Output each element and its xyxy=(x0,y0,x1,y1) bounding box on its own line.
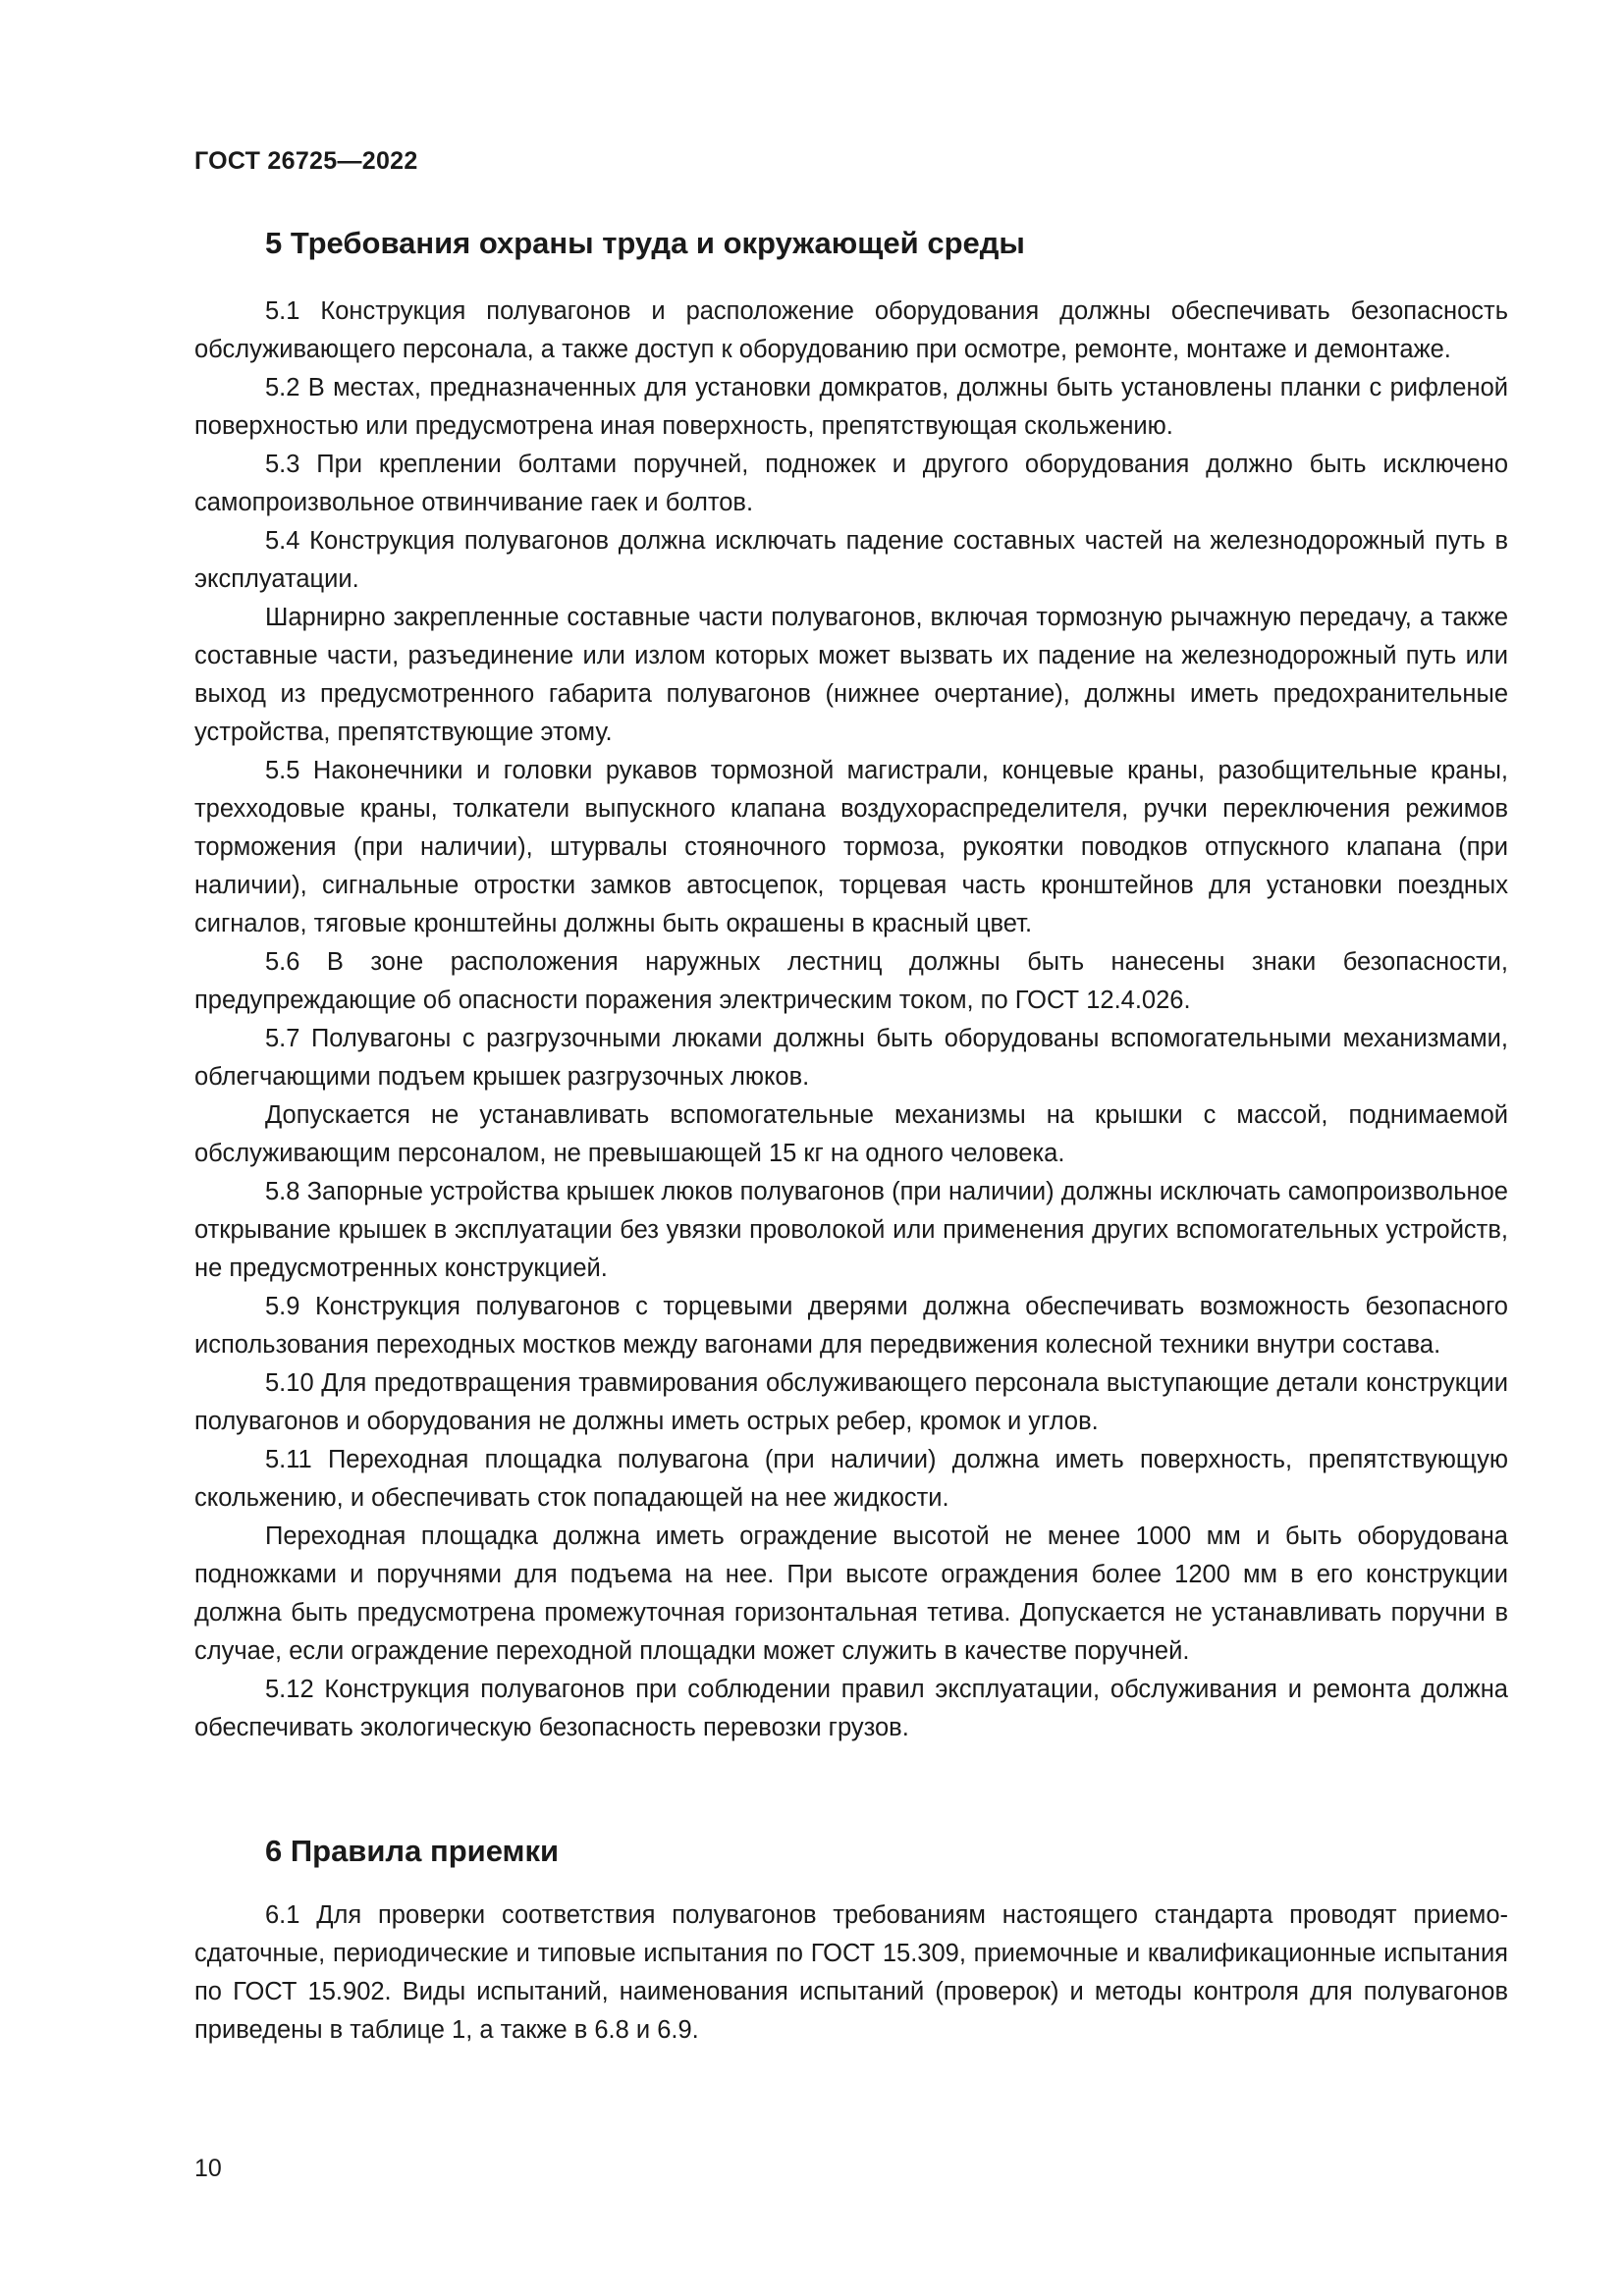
paragraph-5-7-continued: Допускается не устанавливать вспомогательные механизмы на крышки с массой, поднимаемой обслуживающим персоналом, не превышающей 15 кг на одного человека. xyxy=(194,1101,1508,1167)
paragraph-5-3: 5.3 При креплении болтами поручней, подножек и другого оборудования должно быть исключено самопроизвольное отвинчивание гаек и болтов. xyxy=(194,451,1508,516)
paragraph-5-7: 5.7 Полувагоны с разгрузочными люками должны быть оборудованы вспомогательными механизмами, облегчающими подъем крышек разгрузочных люков. xyxy=(194,1025,1508,1091)
paragraph-5-9: 5.9 Конструкция полувагонов с торцевыми дверями должна обеспечивать возможность безопасного использования переходных мостков между вагонами для передвижения колесной техники внутри состава. xyxy=(194,1293,1508,1359)
paragraph-5-12: 5.12 Конструкция полувагонов при соблюдении правил эксплуатации, обслуживания и ремонта должна обеспечивать экологическую безопасность перевозки грузов. xyxy=(194,1676,1508,1741)
page-number: 10 xyxy=(194,2155,222,2182)
paragraph-5-4: 5.4 Конструкция полувагонов должна исключать падение составных частей на железнодорожный путь в эксплуатации. xyxy=(194,527,1508,593)
section-5 xyxy=(194,224,1508,1747)
paragraph-6-1: 6.1 Для проверки соответствия полувагонов требованиям настоящего стандарта проводят приемо-сдаточные, периодические и типовые испытания по ГОСТ 15.309, приемочные и квалификационные испытания по ГОСТ 15.902. Виды испытаний, наименования испытаний (проверок) и методы контроля для полувагонов приведены в таблице 1, а также в 6.8 и 6.9. xyxy=(194,1901,1508,2044)
paragraph-5-2: 5.2 В местах, предназначенных для установки домкратов, должны быть установлены планки с рифленой поверхностью или предусмотрена иная поверхность, препятствующая скольжению. xyxy=(194,374,1508,440)
paragraph-5-11-continued: Переходная площадка должна иметь ограждение высотой не менее 1000 мм и быть оборудована подножками и поручнями для подъема на нее. При высоте ограждения более 1200 мм в его конструкции должна быть предусмотрена промежуточная горизонтальная тетива. Допускается не устанавливать поручни в случае, если ограждение переходной площадки может служить в качестве поручней. xyxy=(194,1522,1508,1665)
paragraph-5-1: 5.1 Конструкция полувагонов и расположение оборудования должны обеспечивать безопасность обслуживающего персонала, а также доступ к оборудованию при осмотре, ремонте, монтаже и демонтаже. xyxy=(194,297,1508,363)
paragraph-5-10: 5.10 Для предотвращения травмирования обслуживающего персонала выступающие детали конструкции полувагонов и оборудования не должны иметь острых ребер, кромок и углов. xyxy=(194,1369,1508,1435)
paragraph-5-5: 5.5 Наконечники и головки рукавов тормозной магистрали, концевые краны, разобщительные краны, трехходовые краны, толкатели выпускного клапана воздухораспределителя, ручки переключения режимов торможения (при наличии), штурвалы стояночного тормоза, рукоятки поводков отпускного клапана (при наличии), сигнальные отростки замков автосцепок, торцевая часть кронштейнов для установки поездных сигналов, тяговые кронштейны должны быть окрашены в красный цвет. xyxy=(194,757,1508,937)
paragraph-5-6: 5.6 В зоне расположения наружных лестниц должны быть нанесены знаки безопасности, предупреждающие об опасности поражения электрическим током, по ГОСТ 12.4.026. xyxy=(194,948,1508,1014)
paragraph-5-4-continued: Шарнирно закрепленные составные части полувагонов, включая тормозную рычажную передачу, а также составные части, разъединение или излом которых может вызвать их падение на железнодорожный путь или выход из предусмотренного габарита полувагонов (нижнее очертание), должны иметь предохранительные устройства, препятствующие этому. xyxy=(194,604,1508,746)
paragraph-5-8: 5.8 Запорные устройства крышек люков полувагонов (при наличии) должны исключать самопроизвольное открывание крышек в эксплуатации без увязки проволокой или применения других вспомогательных устройств, не предусмотренных конструкцией. xyxy=(194,1178,1508,1282)
section-6-title: 6 Правила приемки xyxy=(265,1834,560,1868)
paragraph-5-11: 5.11 Переходная площадка полувагона (при наличии) должна иметь поверхность, препятствующую скольжению, и обеспечивать сток попадающей на нее жидкости. xyxy=(194,1446,1508,1512)
section-6 xyxy=(194,1832,1508,2050)
document-code-header: ГОСТ 26725—2022 xyxy=(194,147,418,175)
section-5-title: 5 Требования охраны труда и окружающей среды xyxy=(265,226,1025,260)
